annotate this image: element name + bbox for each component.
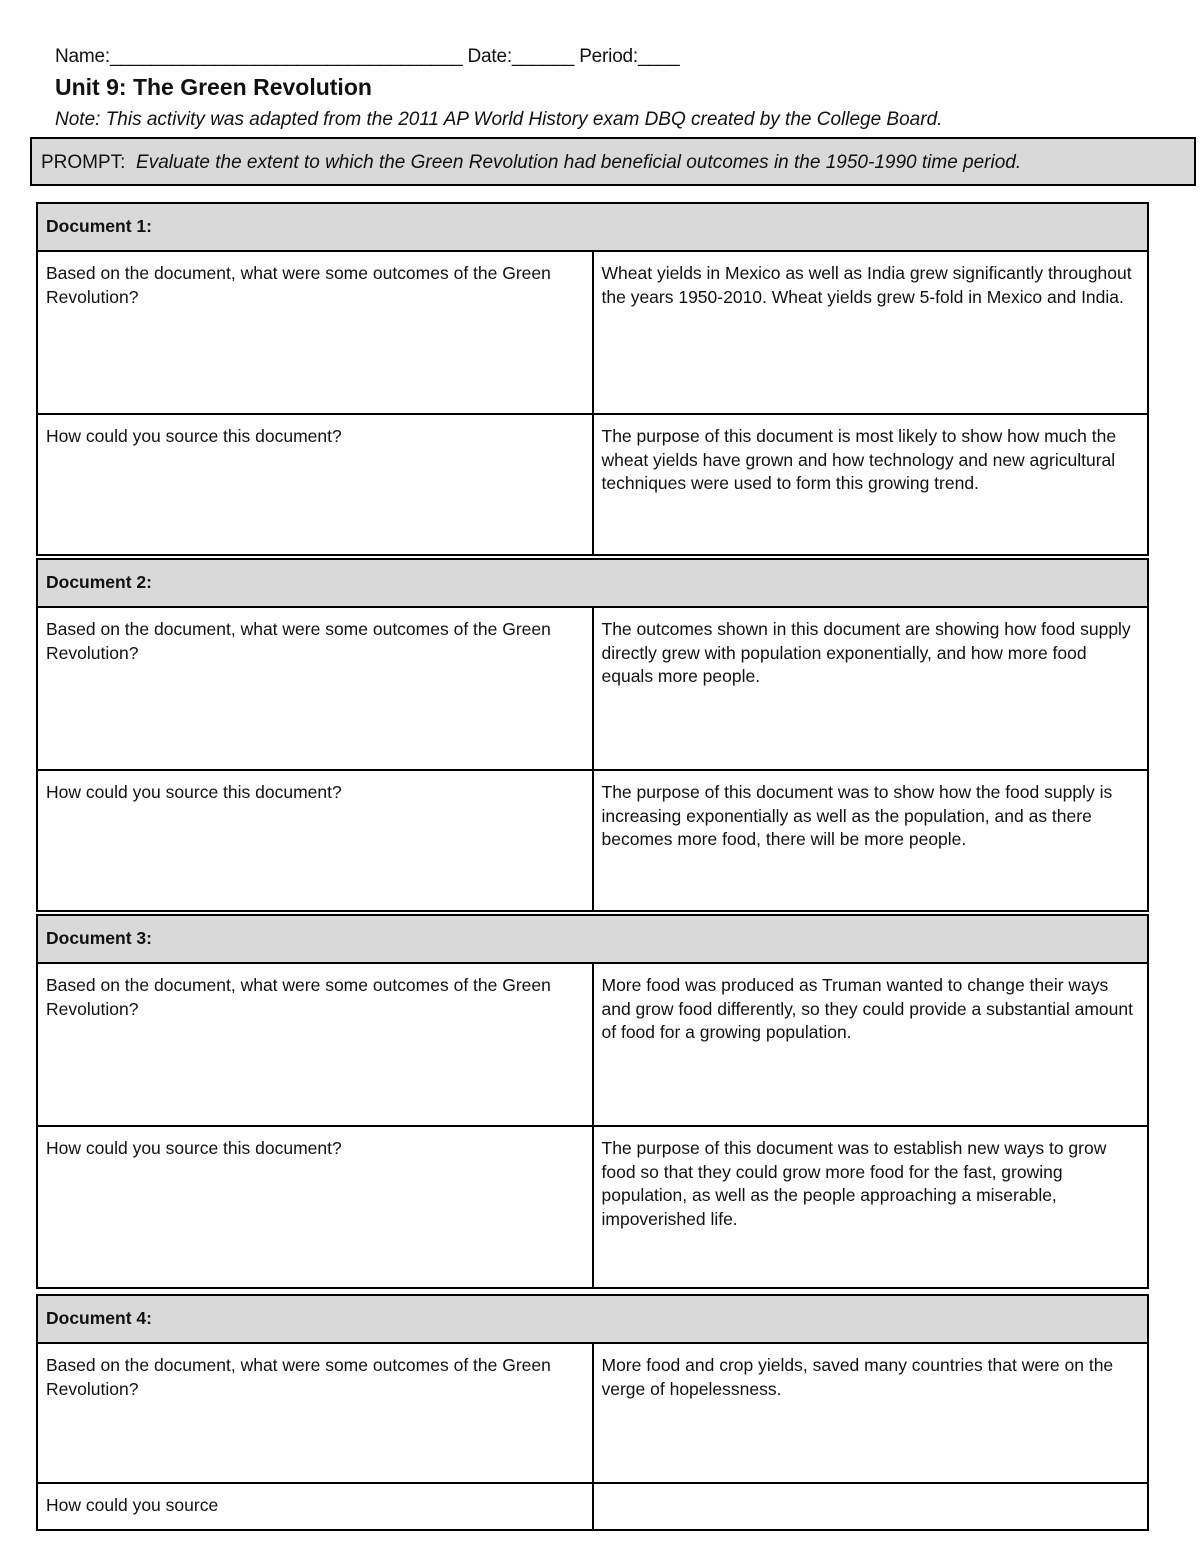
document-4-table [36, 1294, 1149, 1531]
document-4-outcomes-answer[interactable]: More food and crop yields, saved many countries that were on the verge of hopelessness. [593, 1343, 1149, 1483]
document-1-title: Document 1: [37, 203, 1148, 251]
adaptation-note: Note: This activity was adapted from the 2011 AP World History exam DBQ created by the College Board. [55, 109, 943, 130]
document-2-source-answer[interactable]: The purpose of this document was to show how the food supply is increasing exponentially as well as the population, and as there becomes more food, there will be more people. [593, 770, 1149, 911]
document-2-title: Document 2: [37, 559, 1148, 607]
document-2-outcomes-question: Based on the document, what were some outcomes of the Green Revolution? [37, 607, 593, 770]
document-3-source-answer[interactable]: The purpose of this document was to establish new ways to grow food so that they could grow more food for the fast, growing population, as well as the people approaching a miserable, impoverished life. [593, 1126, 1149, 1288]
document-2-outcomes-answer[interactable]: The outcomes shown in this document are showing how food supply directly grew with population exponentially, and how more food equals more people. [593, 607, 1149, 770]
document-4-source-question: How could you source [37, 1483, 593, 1530]
document-1-source-question: How could you source this document? [37, 414, 593, 555]
document-3-outcomes-answer[interactable]: More food was produced as Truman wanted to change their ways and grow food differently, so they could provide a substantial amount of food for a growing population. [593, 963, 1149, 1126]
prompt-text: Evaluate the extent to which the Green Revolution had beneficial outcomes in the 1950-1990 time period. [136, 152, 1022, 173]
document-4-outcomes-question: Based on the document, what were some outcomes of the Green Revolution? [37, 1343, 593, 1483]
document-3-table [36, 914, 1149, 1289]
document-1-source-answer[interactable]: The purpose of this document is most likely to show how much the wheat yields have grown and how technology and new agricultural techniques were used to form this growing trend. [593, 414, 1149, 555]
prompt-box [30, 137, 1196, 186]
document-2-source-question: How could you source this document? [37, 770, 593, 911]
document-3-source-question: How could you source this document? [37, 1126, 593, 1288]
document-4-source-answer[interactable] [593, 1483, 1149, 1530]
document-3-outcomes-question: Based on the document, what were some outcomes of the Green Revolution? [37, 963, 593, 1126]
document-2-table [36, 558, 1149, 912]
worksheet-title: Unit 9: The Green Revolution [55, 74, 372, 100]
name-date-period-line: Name:__________________________________ Date:______ Period:____ [55, 46, 680, 67]
document-4-title: Document 4: [37, 1295, 1148, 1343]
document-1-outcomes-answer[interactable]: Wheat yields in Mexico as well as India grew significantly throughout the years 1950-2010. Wheat yields grew 5-fold in Mexico and India. [593, 251, 1149, 414]
prompt-label: PROMPT: [41, 152, 126, 173]
document-3-title: Document 3: [37, 915, 1148, 963]
document-1-table [36, 202, 1149, 556]
document-1-outcomes-question: Based on the document, what were some outcomes of the Green Revolution? [37, 251, 593, 414]
